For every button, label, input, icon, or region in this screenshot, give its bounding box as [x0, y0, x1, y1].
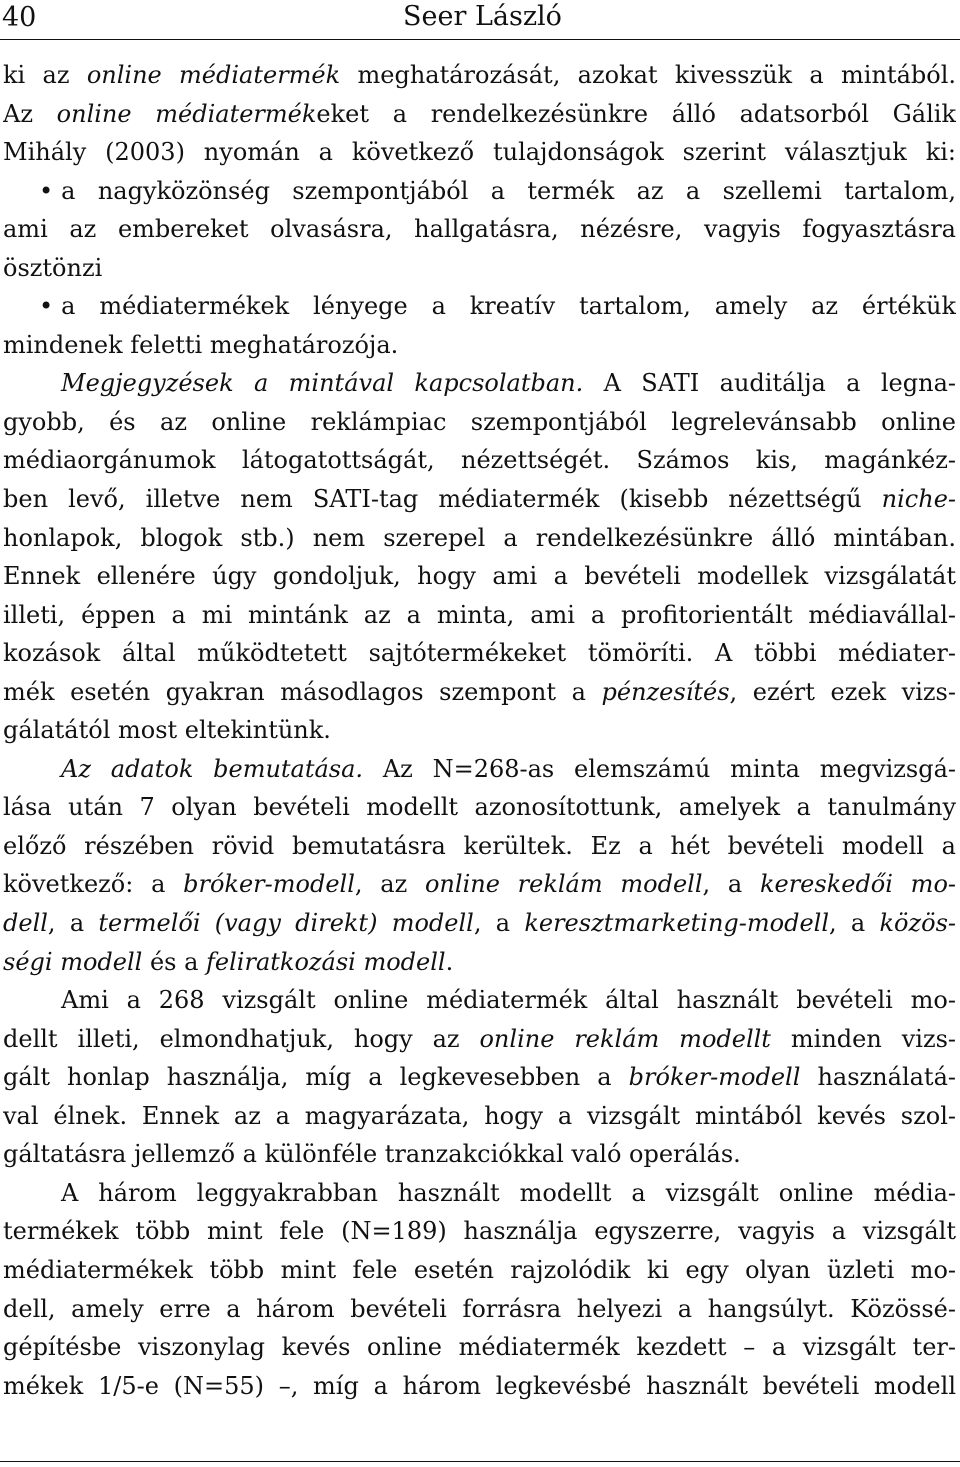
text-line: gált honlap használja, míg a legkevesebben a bróker-modell használatá- [3, 1063, 956, 1092]
body-text [3, 56, 956, 1405]
text-line: médiatermékek több mint fele esetén rajzolódik ki egy olyan üzleti mo- [3, 1255, 956, 1284]
footer-rule [0, 1461, 960, 1462]
section-heading: Megjegyzések a mintával kapcsolatban. [61, 369, 584, 398]
paragraph-first-line: A három leggyakrabban használt modellt a vizsgált online média- [61, 1178, 956, 1207]
text-line: dellt illeti, elmondhatjuk, hogy az online reklám modellt minden vizs- [3, 1024, 956, 1053]
text-line: lása után 7 olyan bevételi modellt azonosítottunk, amelyek a tanulmány [3, 793, 956, 822]
text-line: Az online médiatermékeket a rendelkezésünkre álló adatsorból Gálik [3, 99, 956, 128]
text-line: ösztönzi [3, 253, 103, 282]
text-line: dell, amely erre a három bevételi forrásra helyezi a hangsúlyt. Közössé- [3, 1294, 956, 1323]
bullet-icon: • [39, 292, 54, 321]
text-line: ami az embereket olvasásra, hallgatásra, nézésre, vagyis fogyasztásra [3, 215, 956, 244]
text-line: kozások által működtetett sajtótermékeket tömöríti. A többi médiater- [3, 639, 956, 668]
text-line: honlapok, blogok stb.) nem szerepel a rendelkezésünkre álló mintában. [3, 523, 956, 552]
text-line: előző részében rövid bemutatásra kerültek. Ez a hét bevételi modell a [3, 831, 956, 860]
text-line: következő: a bróker-modell, az online reklám modell, a kereskedői mo- [3, 870, 956, 899]
text-line: gálatától most eltekintünk. [3, 716, 331, 745]
text-line: ben levő, illetve nem SATI-tag médiatermék (kisebb nézettségű niche- [3, 485, 956, 514]
text-line: médiaorgánumok látogatottságát, nézettségét. Számos kis, magánkéz- [3, 446, 956, 475]
text-line: termékek több mint fele (N=189) használja egyszerre, vagyis a vizsgált [3, 1217, 956, 1246]
text-line: val élnek. Ennek az a magyarázata, hogy a vizsgált mintából kevés szol- [3, 1101, 956, 1130]
text-line: ségi modell és a feliratkozási modell. [3, 947, 454, 976]
section-lead-line: Megjegyzések a mintával kapcsolatban. A SATI auditálja a legna- [61, 369, 956, 398]
text-line: Ennek ellenére úgy gondoljuk, hogy ami a bevételi modellek vizsgálatát [3, 562, 956, 591]
text-line: ki az online médiatermék meghatározását, azokat kivesszük a mintából. [3, 61, 956, 89]
text-line: gyobb, és az online reklámpiac szempontjából legrelevánsabb online [3, 407, 956, 436]
bullet-item: • a nagyközönség szempontjából a termék az a szellemi tartalom, [39, 176, 956, 205]
section-heading: Az adatok bemutatása. [61, 754, 364, 783]
running-head: Seer László [403, 1, 562, 32]
paragraph-first-line: Ami a 268 vizsgált online médiatermék által használt bevételi mo- [61, 986, 956, 1015]
bullet-icon: • [39, 176, 54, 205]
header-rule [0, 39, 960, 40]
text-line: mék esetén gyakran másodlagos szempont a pénzesítés, ezért ezek vizs- [3, 677, 956, 706]
text-line: gépítésbe viszonylag kevés online médiatermék kezdett – a vizsgált ter- [3, 1333, 956, 1362]
text-line: dell, a termelői (vagy direkt) modell, a keresztmarketing-modell, a közös- [3, 909, 956, 938]
text-line: illeti, éppen a mi mintánk az a minta, ami a profitorientált médiavállal- [3, 600, 956, 629]
text-line: Mihály (2003) nyomán a következő tulajdonságok szerint választjuk ki: [3, 138, 956, 167]
text-line: mékek 1/5-e (N=55) –, míg a három legkevésbé használt bevételi modell [3, 1371, 956, 1400]
text-line: mindenek feletti meghatározója. [3, 330, 399, 359]
page-header [0, 0, 960, 36]
section-lead-line: Az adatok bemutatása. Az N=268-as elemszámú minta megvizsgá- [61, 754, 956, 783]
bullet-item: • a médiatermékek lényege a kreatív tartalom, amely az értékük [39, 292, 956, 321]
page-number: 40 [2, 2, 37, 33]
text-line: gáltatásra jellemző a különféle tranzakciókkal való operálás. [3, 1140, 741, 1169]
